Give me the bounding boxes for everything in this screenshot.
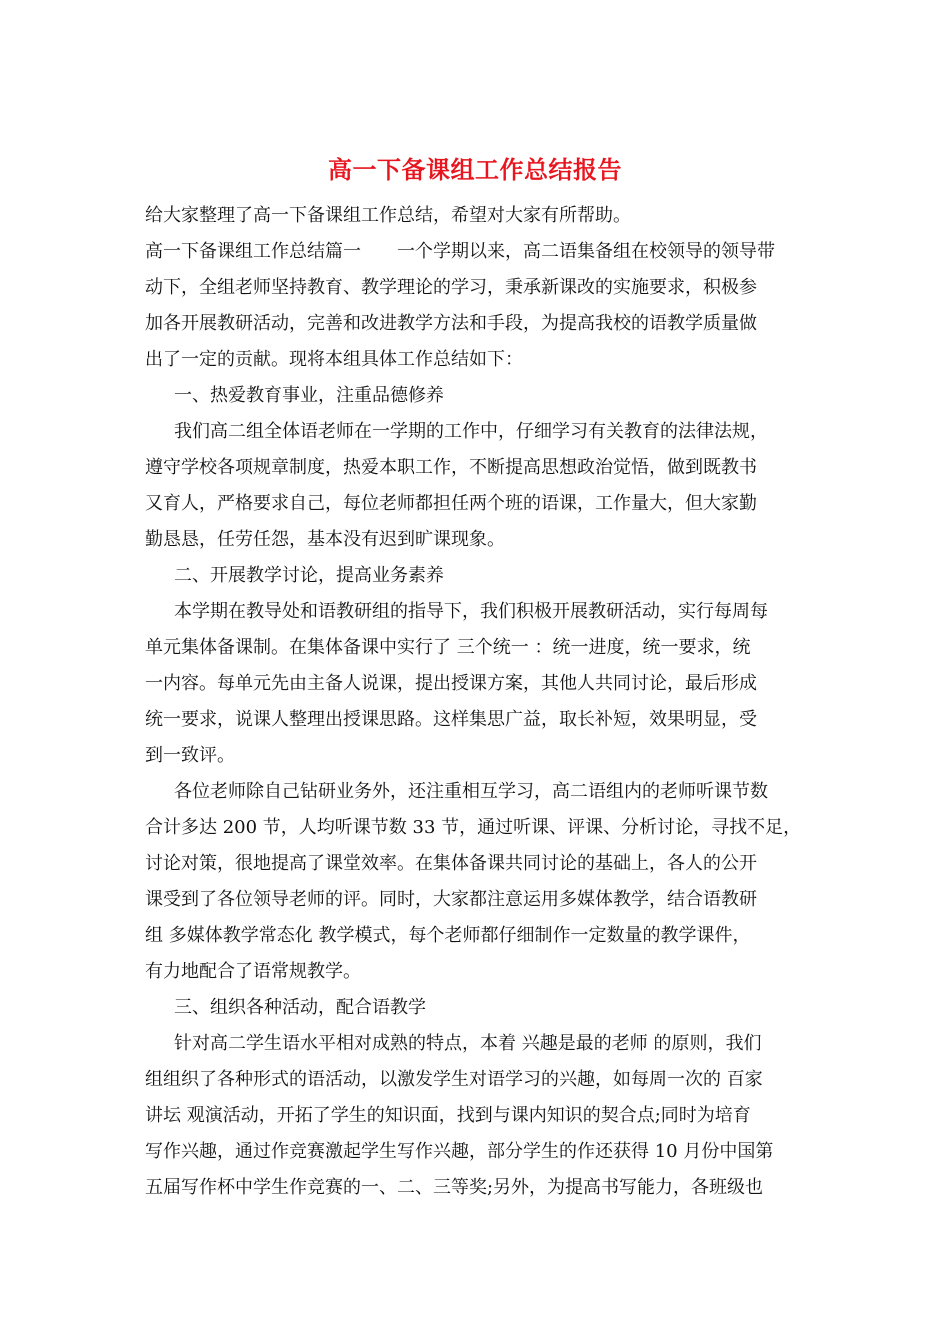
text-line: 三、组织各种活动，配合语教学 [174,997,426,1018]
text-line: 本学期在教导处和语教研组的指导下，我们积极开展教研活动，实行每周每 [174,601,768,622]
text-line: 单元集体备课制。在集体备课中实行了 三个统一 ：统一进度，统一要求，统 [145,637,751,658]
text-line: 到一致评。 [145,745,235,766]
text-line: 动下，全组老师坚持教育、教学理论的学习，秉承新课改的实施要求，积极参 [145,277,757,298]
text-line: 又育人，严格要求自己，每位老师都担任两个班的语课，工作量大，但大家勤 [145,493,757,514]
text-line: 讨论对策，很地提高了课堂效率。在集体备课共同讨论的基础上，各人的公开 [145,853,757,874]
text-line: 合计多达 200 节，人均听课节数 33 节，通过听课、评课、分析讨论，寻找不足， [145,817,802,838]
text-line: 加各开展教研活动，完善和改进教学方法和手段，为提高我校的语教学质量做 [145,313,757,334]
text-line: 一、热爱教育事业，注重品德修养 [174,385,444,406]
text-line: 写作兴趣，通过作竞赛激起学生写作兴趣，部分学生的作还获得 10 月份中国第 [145,1141,774,1162]
text-line: 组组织了各种形式的语活动，以激发学生对语学习的兴趣，如每周一次的 百家 [145,1069,763,1090]
text-line: 遵守学校各项规章制度，热爱本职工作，不断提高思想政治觉悟，做到既教书 [145,457,757,478]
document-body [145,198,810,1206]
text-line: 组 多媒体教学常态化 教学模式，每个老师都仔细制作一定数量的教学课件， [145,925,751,946]
text-line: 二、开展教学讨论，提高业务素养 [174,565,444,586]
text-line: 有力地配合了语常规教学。 [145,961,361,982]
text-line: 出了一定的贡献。现将本组具体工作总结如下： [145,349,523,370]
text-line: 针对高二学生语水平相对成熟的特点，本着 兴趣是最的老师 的原则，我们 [174,1033,762,1054]
text-line: 统一要求，说课人整理出授课思路。这样集思广益，取长补短，效果明显，受 [145,709,757,730]
text-line: 一内容。每单元先由主备人说课，提出授课方案，其他人共同讨论，最后形成 [145,673,757,694]
text-line: 高一下备课组工作总结篇一 一个学期以来，高二语集备组在校领导的领导带 [145,241,775,262]
document-title: 高一下备课组工作总结报告 [328,155,622,184]
text-line: 各位老师除自己钻研业务外，还注重相互学习，高二语组内的老师听课节数 [174,781,768,802]
text-line: 讲坛 观演活动，开拓了学生的知识面，找到与课内知识的契合点;同时为培育 [145,1105,751,1126]
text-line: 课受到了各位领导老师的评。同时，大家都注意运用多媒体教学，结合语教研 [145,889,757,910]
text-line: 勤恳恳，任劳任怨，基本没有迟到旷课现象。 [145,529,505,550]
text-line: 五届写作杯中学生作竞赛的一、二、三等奖;另外，为提高书写能力，各班级也 [145,1177,764,1198]
text-line: 给大家整理了高一下备课组工作总结，希望对大家有所帮助。 [145,205,631,226]
text-line: 我们高二组全体语老师在一学期的工作中，仔细学习有关教育的法律法规， [174,421,768,442]
